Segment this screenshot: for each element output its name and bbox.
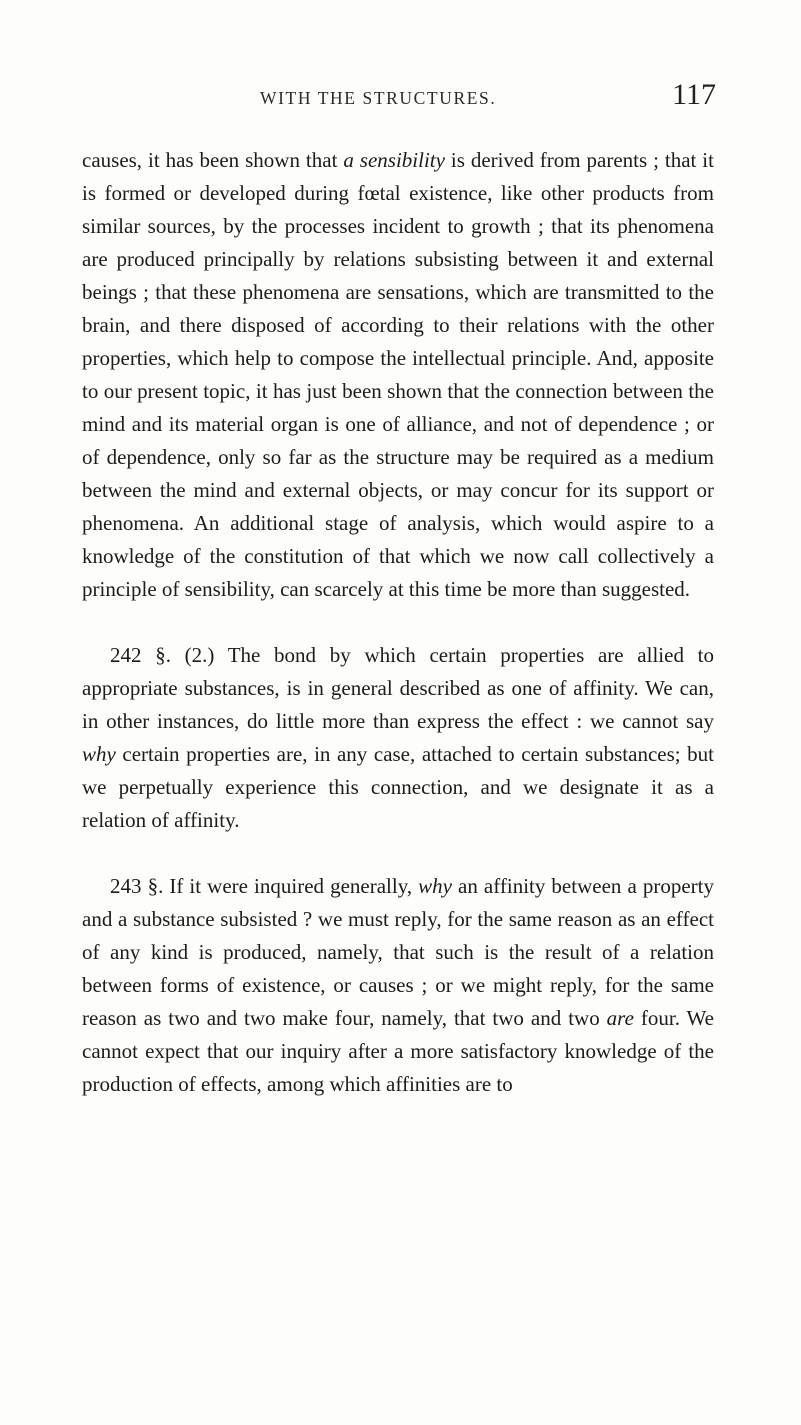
- running-title: WITH THE STRUCTURES.: [260, 88, 497, 108]
- running-head: [82, 78, 714, 118]
- text-segment: 243 §. If it were inquired generally,: [110, 874, 419, 898]
- italic-phrase: why: [82, 742, 116, 766]
- page-number: 117: [672, 78, 716, 111]
- text-segment: causes, it has been shown that: [82, 148, 344, 172]
- text-segment: 242 §. (2.) The bond by which certain properties are allied to appropriate substances, is in general described as one of affinity. We can, in other instances, do little more than express the effect : we cannot say: [82, 643, 714, 733]
- paragraph-242: [82, 639, 714, 837]
- book-page: [82, 78, 714, 1101]
- paragraph-continuation: [82, 144, 714, 606]
- text-segment: an affinity between a property and a substance subsisted ? we must reply, for the same reason as an effect of any kind is produced, namely, that such is the result of a relation between forms of existence, or causes ; or we might reply, for the same reason as two and two make four, namely, that two and two: [82, 874, 714, 1030]
- text-segment: is derived from parents ; that it is formed or developed during fœtal existence, like other products from similar sources, by the processes incident to growth ; that its phenomena are produced principally by relations subsisting between it and external beings ; that these phenomena are sensations, which are transmitted to the brain, and there disposed of according to their relations with the other properties, which help to compose the intellectual principle. And, apposite to our present topic, it has just been shown that the connection between the mind and its material organ is one of alliance, and not of dependence ; or of dependence, only so far as the structure may be required as a medium between the mind and external objects, or may concur for its support or phenomena. An additional stage of analysis, which would aspire to a knowledge of the constitution of that which we now call collectively a principle of sensibility, can scarcely at this time be more than suggested.: [82, 148, 714, 601]
- text-segment: certain properties are, in any case, attached to certain substances; but we perpetually experience this connection, and we designate it as a relation of affinity.: [82, 742, 714, 832]
- paragraph-243: [82, 870, 714, 1101]
- italic-phrase: why: [418, 874, 452, 898]
- body-text: [82, 144, 714, 1101]
- italic-phrase: are: [606, 1006, 634, 1030]
- italic-phrase: a sensibility: [343, 148, 445, 172]
- text-segment: four. We cannot expect that our inquiry after a more satisfactory knowledge of the production of effects, among which affinities are to: [82, 1006, 714, 1096]
